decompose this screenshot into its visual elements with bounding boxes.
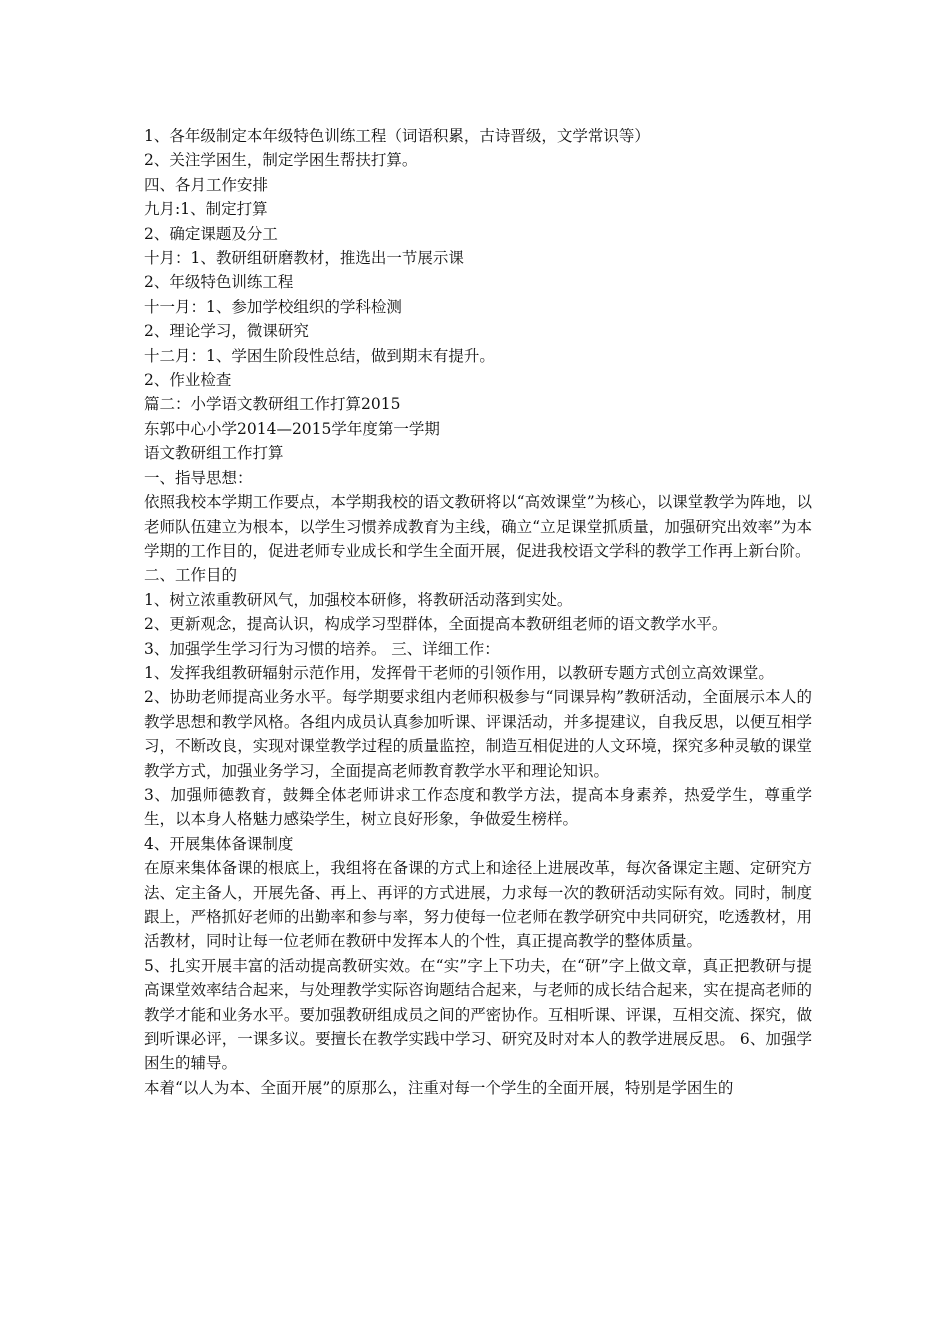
paragraph-goal-2: 2、更新观念，提高认识，构成学习型群体，全面提高本教研组老师的语文教学水平。: [144, 615, 728, 634]
paragraph-october-item-2: 2、年级特色训练工程: [144, 273, 294, 292]
paragraph-november: 十一月：1、参加学校组织的学科检测: [144, 297, 402, 316]
paragraph-guiding-ideas: 依照我校本学期工作要点，本学期我校的语文教研将以“高效课堂”为核心，以课堂教学为阵地，以老师队伍建立为根本，以学生习惯养成教育为主线，确立“立足课堂抓质量，加强研究出效率”为本学期的工作目的，促进老师专业成长和学生全面开展，促进我校语文学科的教学工作再上新台阶。: [144, 493, 812, 560]
paragraph-november-item-2: 2、理论学习，微课研究: [144, 322, 309, 341]
school-term-title: 东郭中心小学2014—2015学年度第一学期: [144, 419, 440, 438]
paragraph-goal-3: 3、加强学生学习行为习惯的培养。 三、详细工作：: [144, 639, 500, 658]
paragraph-september: 九月:1、制定打算: [144, 200, 268, 219]
paragraph-work-4-body: 在原来集体备课的根底上，我组将在备课的方式上和途径上进展改革，每次备课定主题、定研究方法、定主备人，开展先备、再上、再评的方式进展，力求每一次的教研活动实际有效。同时，制度跟上，严格抓好老师的出勤率和参与率，努力使每一位老师在教学研究中共同研究，吃透教材，用活教材，同时让每一位老师在教研中发挥本人的个性，真正提高教学的整体质量。: [144, 859, 812, 951]
paragraph-goal-1: 1、树立浓重教研风气，加强校本研修，将教研活动落到实处。: [144, 590, 573, 609]
heading-work-goals: 二、工作目的: [144, 566, 238, 585]
paragraph-work-1: 1、发挥我组教研辐射示范作用，发挥骨干老师的引领作用，以教研专题方式创立高效课堂。: [144, 663, 774, 682]
paragraph-work-4-heading: 4、开展集体备课制度: [144, 834, 294, 853]
document-body: [144, 124, 812, 1100]
heading-guiding-ideas: 一、指导思想：: [144, 468, 253, 487]
paragraph-work-3: 3、加强师德教育，鼓舞全体老师讲求工作态度和教学方法，提高本身素养，热爱学生，尊重学生，以本身人格魅力感染学生，树立良好形象，争做爱生榜样。: [144, 785, 812, 829]
heading-monthly-schedule: 四、各月工作安排: [144, 175, 269, 194]
paragraph-december-item-2: 2、作业检查: [144, 371, 232, 390]
paragraph-work-2: 2、协助老师提高业务水平。每学期要求组内老师积极参与“同课异构”教研活动，全面展示本人的教学思想和教学风格。各组内成员认真参加听课、评课活动，并多提建议，自我反思，以便互相学习，不断改良，实现对课堂教学过程的质量监控，制造互相促进的人文环境，探究多种灵敏的课堂教学方式，加强业务学习，全面提高老师教育教学水平和理论知识。: [144, 688, 812, 780]
paragraph-october: 十月：1、教研组研磨教材，推选出一节展示课: [144, 249, 464, 268]
paragraph-work-6-body: 本着“以人为本、全面开展”的原那么，注重对每一个学生的全面开展，特别是学困生的: [144, 1078, 734, 1097]
paragraph-september-item-2: 2、确定课题及分工: [144, 224, 278, 243]
section-title-part-two: 篇二：小学语文教研组工作打算2015: [144, 395, 401, 414]
paragraph-grade-projects: 1、各年级制定本年级特色训练工程（词语积累，古诗晋级，文学常识等）: [144, 127, 650, 145]
paragraph-december: 十二月：1、学困生阶段性总结，做到期末有提升。: [144, 346, 495, 365]
plan-title: 语文教研组工作打算: [144, 444, 284, 463]
paragraph-work-5: 5、扎实开展丰富的活动提高教研实效。在“实”字上下功夫，在“研”字上做文章，真正把教研与提高课堂效率结合起来，与处理教学实际咨询题结合起来，与老师的成长结合起来，实在提高老师的教学才能和业务水平。要加强教研组成员之间的严密协作。互相听课、评课，互相交流、探究，做到听课必评，一课多议。要擅长在教学实践中学习、研究及时对本人的教学进展反思。 6、加强学困生的辅导。: [144, 956, 812, 1073]
paragraph-struggling-students: 2、关注学困生，制定学困生帮扶打算。: [144, 151, 418, 170]
